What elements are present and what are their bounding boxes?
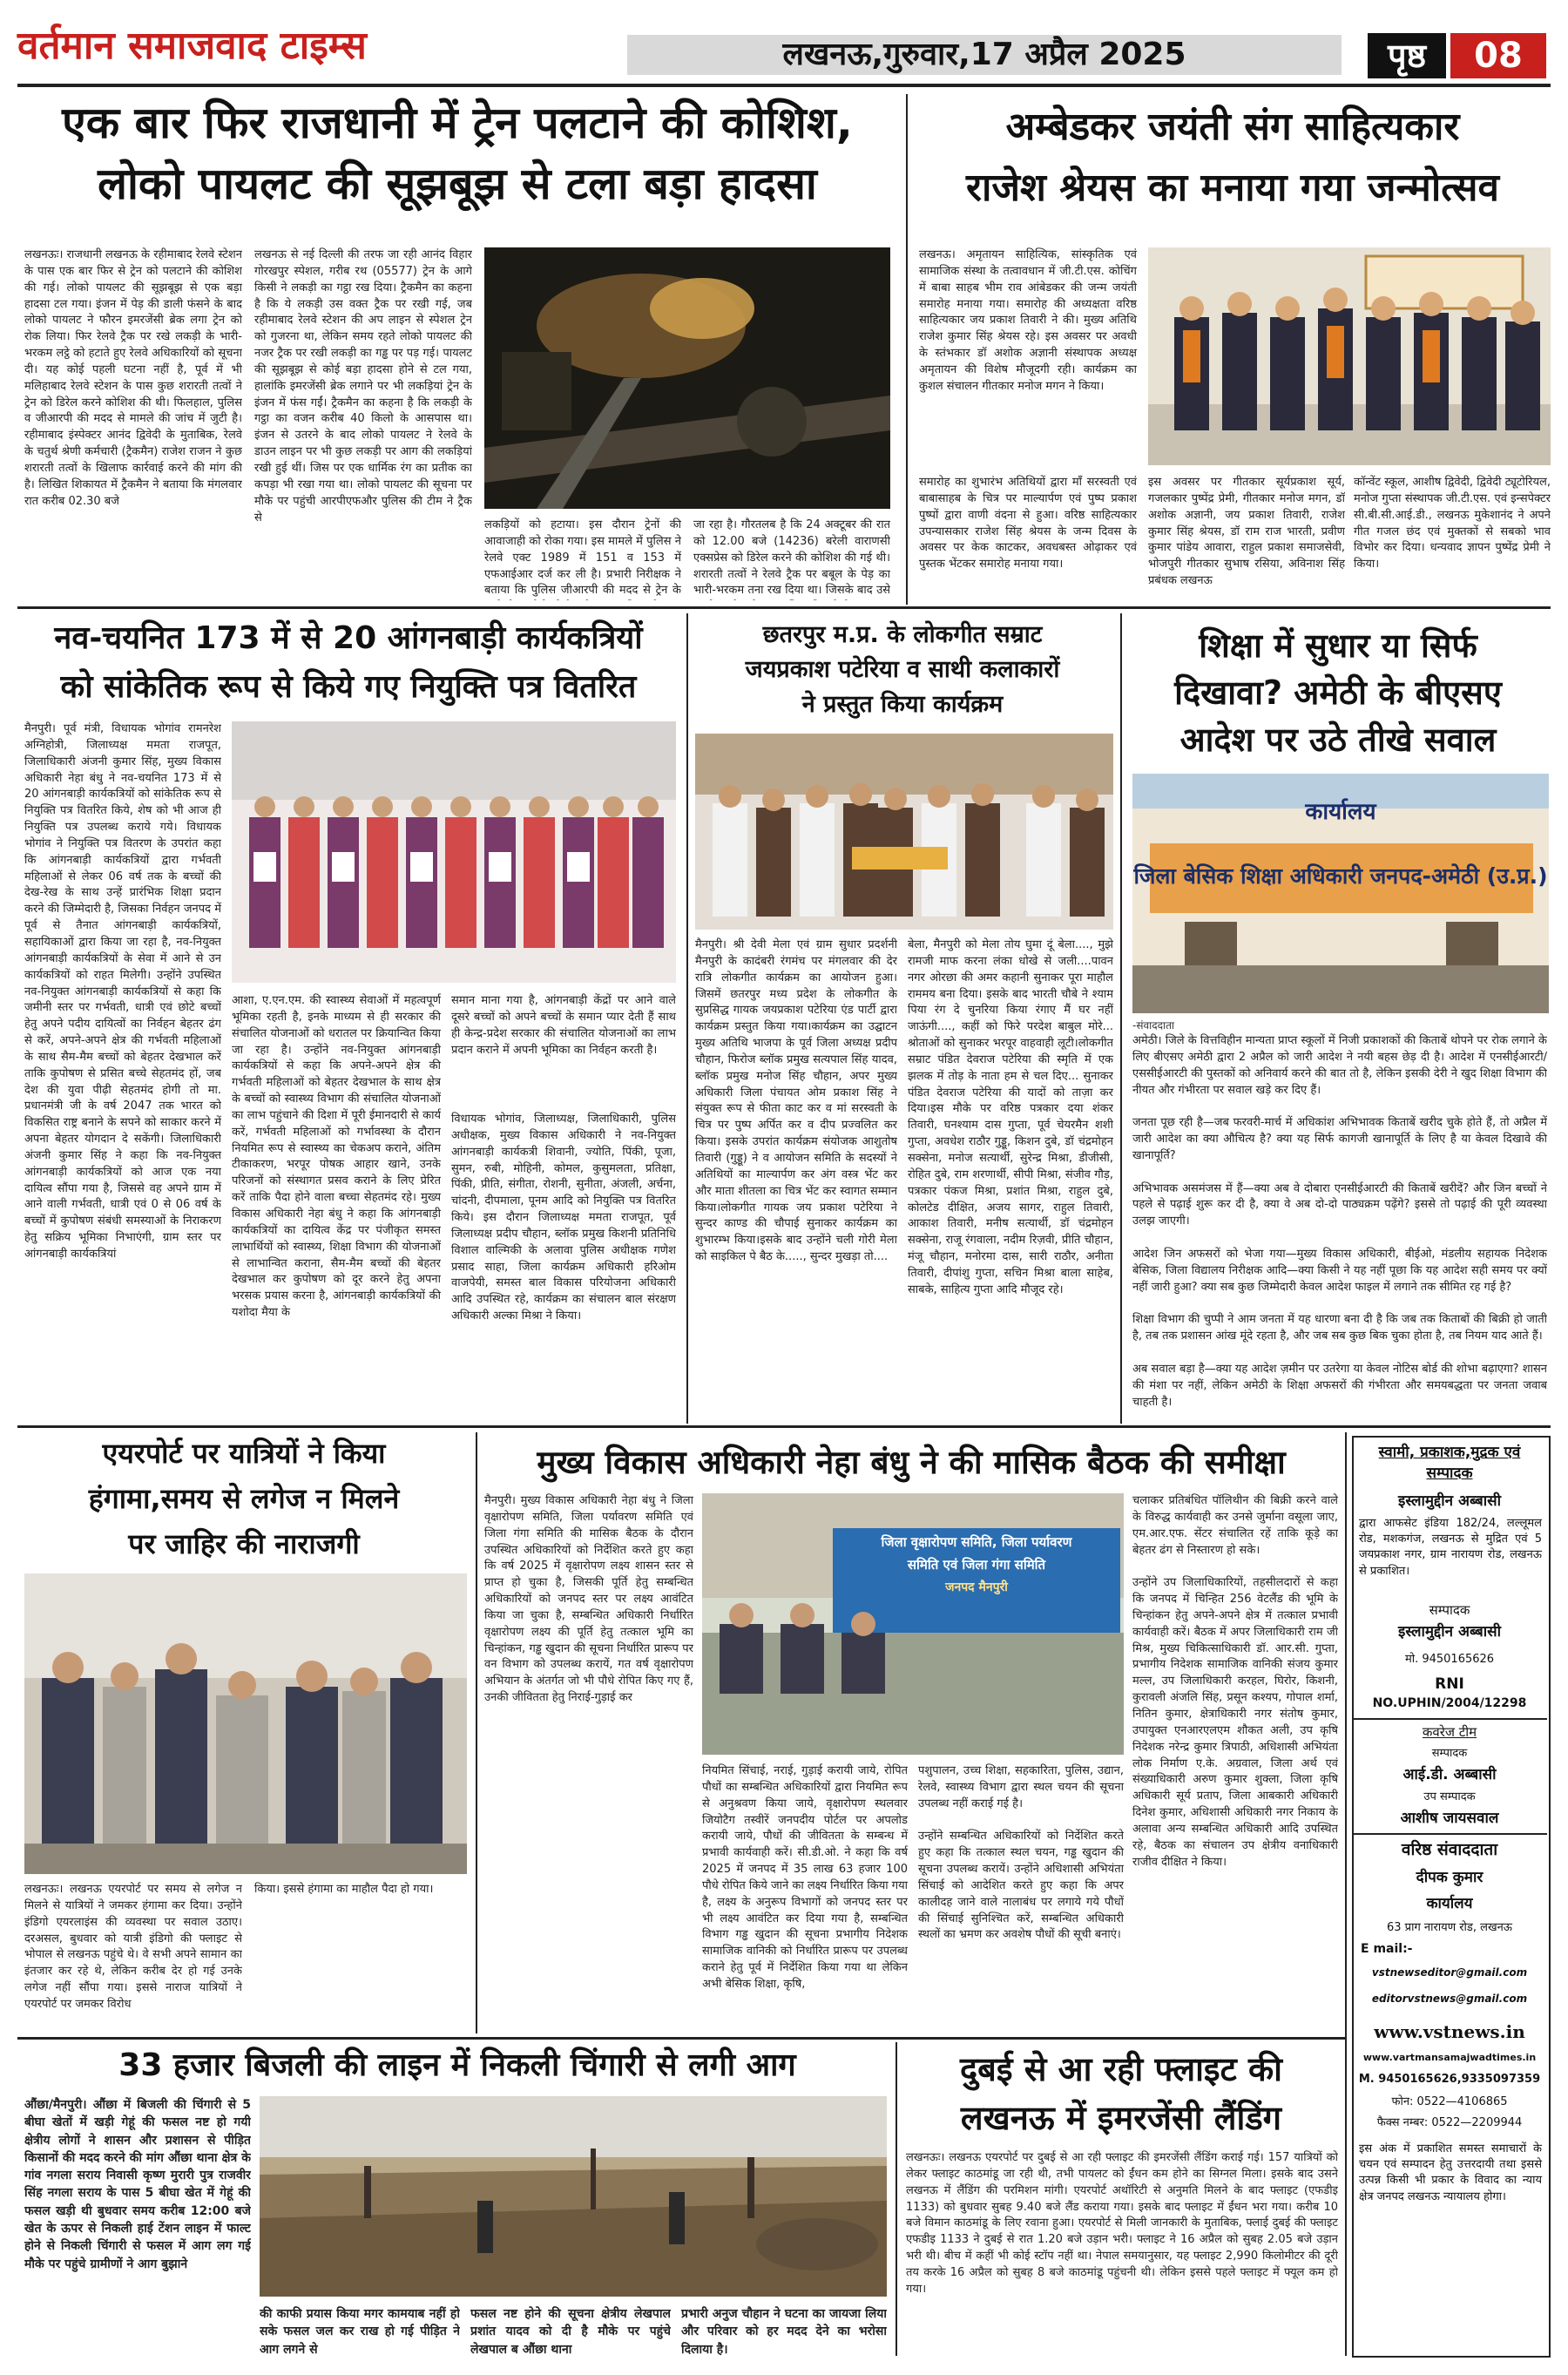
team-2-name: आशीष जायसवाल xyxy=(1400,1810,1499,1827)
anganwadi-body-col1: मैनपुरी। पूर्व मंत्री, विधायक भोगांव रामनरेश अग्निहोत्री, जिलाध्यक्ष ममता राजपूत, जिलाधिकारी अंजनी कुमार सिंह, मुख्य विकास अधिकारी नेहा बंधु ने नव-चयनित 173 में से 20 आंगनबाड़ी कार्यकत्रियों को सांकेतिक रूप से नियुक्ति पत्र वितरित किये, शेष को भी आज ही नियुक्ति पत्र उपलब्ध कराये गये। विधायक भोगांव ने नियुक्ति पत्र वितरण के उपरांत कहा कि आंगनबाड़ी कार्यकत्रियों द्वारा गर्भवती महिलाओं से लेकर 06 वर्ष तक के बच्चों की देख-रेख के साथ उन्हें प्रारंभिक शिक्षा प्रदान करने की जिम्मेदारी है, जिसका निर्वहन जनपद में पूर्व से तैनात आंगनबाड़ी कार्यकत्रियों, सहायिकाओं द्वारा किया जा रहा है, नव-नियुक्त आंगनबाड़ी कार्यकत्रियों के सेवा में आने से उन कार्यकत्रियों को राहत मिलेगी। उन्होंने उपस्थित नव-नियुक्त आंगनबाड़ी कार्यकत्रियों से कहा कि जमीनी स्तर पर गर्भवती, धात्री एवं छोटे बच्चों हेतु अपने पदीय दायित्वों का निर्वहन बेहतर ढंग से करें, अपने-अपने क्षेत्र की गर्भवती महिलाओं के साथ सैम-मैम बच्चों को बेहतर देखभाल करें ताकि कुपोषण से प्रसित बच्चे सेहतमंद हों, जब देश की युवा पीढ़ी सेहतमंद होगी तो मा. प्रधानमंत्री जी के वर्ष 2047 तक भारत को विकसित राष्ट्र बनाने के सपने को साकार करने में अपना बेहतर योगदान दे सकेंगी। जिलाधिकारी अंजनी कुमार सिंह ने कहा कि नव-नियुक्त आंगनबाड़ी कार्यकत्रियों को आज एक नया दायित्व सौंपा गया है, जिससे वह अपने ग्राम में आने वाली गर्भवती, धात्री एवं 0 से 06 वर्ष के बच्चों में कुपोषण संबंधी समस्याओं के निराकरण हेतु सक्रिय भूमिका निभाएंगी, ग्राम स्तर पर आंगनबाड़ी कार्यकत्रियां xyxy=(24,722,221,1261)
office-sign-top: कार्यालय xyxy=(1305,799,1376,825)
imprint-mobile: मो. 9450165626 xyxy=(1404,1653,1495,1666)
amethi-dateline: -संवाददाता xyxy=(1132,1019,1175,1032)
column-divider xyxy=(906,94,908,605)
editor-label: सम्पादक xyxy=(1429,1602,1470,1618)
imprint-address: द्वारा आफसेट इंडिया 182/24, लल्लूमल रोड, मशकगंज, लखनऊ से मुद्रित एवं 5 जयप्रकाश नगर, ग्राम नारायण रोड, लखनऊ से प्रकाशित। xyxy=(1359,1517,1542,1578)
amethi-headline-3: आदेश पर उठे तीखे सवाल xyxy=(1179,721,1497,759)
column-divider xyxy=(1345,1432,1347,2356)
dubai-headline-2: लखनऊ में इमरजेंसी लैंडिंग xyxy=(960,2099,1282,2137)
cdo-meeting-photo xyxy=(702,1493,1124,1755)
airport-headline-3: पर जाहिर की नाराजगी xyxy=(128,1527,360,1560)
office-address: 63 प्राग नारायण रोड, लखनऊ xyxy=(1387,1921,1512,1934)
imprint-divider xyxy=(1352,1833,1547,1835)
page-number: 08 xyxy=(1450,33,1546,78)
newspaper-name: वर्तमान समाजवाद टाइम्स xyxy=(17,24,367,68)
cdo-body-col5: चलाकर प्रतिबंधित पॉलिथीन की बिक्री करने वाले के विरुद्ध कार्यवाही कर उनसे जुर्माना वसूला जाए, एम.आर.एफ. सेंटर संचालित रहें ताकि कूड़े का बेहतर ढंग से निस्तारण हो सके। उन्होंने उप जिलाधिकारियों, तहसीलदारों से कहा कि जनपद में चिन्हित 256 वेटलैंड की भूमि के चिन्हांकन हेतु अपने-अपने क्षेत्र में तत्काल प्रभावी कार्यवाही करें। बैठक में अपर जिलाधिकारी राम जी मिश्र, मुख्य चिकित्साधिकारी डॉ. आर.सी. गुप्ता, प्रभागीय निदेशक सामाजिक वानिकी संजय कुमार मल्ल, उप जिलाधिकारी करहल, घिरोर, किशनी, कुरावली अंजलि सिंह, प्रसून कश्यप, गोपाल शर्मा, नितिन कुमार, क्षेत्राधिकारी नगर संतोष कुमार, उपायुक्त एनआरएलएम शौकत अली, उप कृषि निदेशक नरेन्द्र कुमार त्रिपाठी, अधिशासी अभियंता लोक निर्माण ए.के. अग्रवाल, जिला अर्थ एवं संख्याधिकारी अरुण कुमार शुक्ला, जिला कृषि अधिकारी सूर्य प्रताप, जिला आबकारी अधिकारी दिनेश कुमार, अधिशासी अधिकारी नगर निकाय के अलावा अन्य सम्बन्धित अधिकारी आदि उपस्थित रहे, बैठक का संचालन उप क्षेत्रीय वनाधिकारी राजीव दीक्षित ने किया। xyxy=(1132,1494,1338,1869)
chhatarpur-headline-3: ने प्रस्तुत किया कार्यक्रम xyxy=(801,691,1004,718)
rni-label: RNI xyxy=(1435,1675,1464,1693)
train-body-col4: जा रहा है। गौरतलब है कि 24 अक्टूबर की रात को 12.00 बजे (14236) बरेली वाराणसी एक्सप्रेस को डिरेल करने की कोशिश की गई थी। शरारती तत्वों ने रेलवे ट्रैक पर बबूल के पेड़ का भारी-भरकम तना रख दिया था। जिसके बाद उसे xyxy=(693,518,890,598)
email-2[interactable]: editorvstnews@gmail.com xyxy=(1371,1993,1528,2005)
amethi-headline-2: दिखावा? अमेठी के बीएसए xyxy=(1174,673,1502,712)
train-body-col3: लकड़ियों को हटाया। इस दौरान ट्रेनों की आवाजाही को रोका गया। इस मामले में पुलिस ने रेलवे एक्ट 1989 में 151 व 153 में एफआईआर दर्ज कर ली है। प्रभारी निरीक्षक ने बताया कि पुलिस जीआरपी की मदद से ट्रेन के xyxy=(484,518,681,598)
airport-body-col2: किया। इससे हंगामा का माहौल पैदा हो गया। xyxy=(254,1883,434,1896)
page-label: पृष्ठ xyxy=(1368,33,1446,78)
cdo-body-col1: मैनपुरी। मुख्य विकास अधिकारी नेहा बंधु ने जिला वृक्षारोपण समिति, जिला पर्यावरण समिति एवं जिला गंगा समिति की मासिक बैठक के दौरान उपस्थित अधिकारियों को निर्देशित करते हुए कहा कि वर्ष 2025 में वृक्षारोपण लक्ष्य शासन स्तर से प्राप्त हो चुका है, जिसकी पूर्ति हेतु सम्बन्धित अधिकारियों को जनपद स्तर पर लक्ष्य आवंटित किया जा चुका है, सम्बन्धित अधिकारी निर्धारित वृक्षारोपण लक्ष्य की पूर्ति हेतु तत्काल भूमि का चिन्हांकन, गड्ढ खुदान की सूचना निर्धारित प्रारूप पर वन विभाग को उपलब्ध करायें, गत वर्ष वृक्षारोपण अभियान के अंतर्गत जो भी पौधे रोपित किए गए हैं, उनकी जीवितता हेतु निराई-गुड़ाई कर xyxy=(484,1494,693,1705)
anganwadi-headline-1: नव-चयनित 173 में से 20 आंगनबाड़ी कार्यकत्रियों xyxy=(54,620,643,656)
senior-title: वरिष्ठ संवाददाता xyxy=(1401,1840,1498,1859)
chhatarpur-body-col2: बेला, मैनपुरी को मेला तोय घुमा दूं बेला...., मुझे रामजी माफ करना लंका धोखे से जली....पावन नगर ओरछा की अमर कहानी सुनाकर पूरा माहौल राममय बना दिया। इसके बाद भारती चौबे ने श्याम पिया रंग दे चुनरिया किया रंगाए मैं घर नहीं जाऊंगी...., कहीं को फिरे परदेश बाबुल मोरे... श्रोताओं को सुनाकर भरपूर वाहवाही लूटी।लोकगीत सम्राट पंडित देवराज पटेरिया की स्मृति में एक झलक में तोड़ के नाता हम से चल दिए... सुनाकर पंडित देवराज पटेरिया की यादों को ताज़ा कर दिया।इस मौके पर वरिष्ठ पत्रकार दया शंकर तिवारी, घनश्याम दास गुप्ता, पूर्व चेयरमैन शशी गुप्ता, अवधेश राठौर गुड्डू, किशन दुबे, डॉ चंद्रमोहन सक्सेना, मनोज सत्यार्थी, सुरेन्द्र मिश्रा, डीजीसी, रोहित दुबे, राम शरणार्थी, सीपी मिश्रा, संजीव गौड़, पत्रकार पंकज मिश्रा, प्रशांत मिश्रा, राहुल दुबे, कोलटेड दीक्षित, अजय सागर, राहुल तिवारी, आकाश तिवारी, मनीष सत्यार्थी, डॉ चंद्रमोहन सक्सेना, राजू रंगवाला, नदीम रिज़वी, प्रीति चौहान, मंजू चौहान, मनोरमा दास, सारी राठौर, अनीता तिवारी, दीपांशु गुप्ता, सचिन मिश्रा बाला साहेब, साबके, साहित्य गुप्ता आदि मौजूद रहे। xyxy=(908,938,1113,1296)
airport-headline-2: हंगामा,समय से लगेज न मिलने xyxy=(88,1482,400,1515)
anganwadi-photo xyxy=(232,721,676,983)
train-body-col2: लखनऊ से नई दिल्ली की तरफ जा रही आनंद विहार गोरखपुर स्पेशल, गरीब रथ (05577) ट्रेन के आगे किसी ने लकड़ी का गट्ठा रख दिया। ट्रैकमैन का कहना है कि ये लकड़ी उस वक्त ट्रैक पर रखी गई, जब रहीमाबाद रेलवे स्टेशन की अप लाइन से स्पेशल ट्रेन को गुजरना था, लेकिन समय रहते लोको पायलट की नजर ट्रैक पर रखी लकड़ी का गड्ढ पर पड़ गई। पायलट की सूझबूझ से कोई बड़ा हादसा होने से टल गया, हालांकि इमरजेंसी ब्रेक लगाने पर भी लकड़ियां ट्रेन के इंजन में फंस गईं। ट्रैकमैन का कहना है कि लकड़ी के गट्ठा का वजन करीब 40 किलो के आसपास था। इंजन से उतरने के बाद लोको पायलट ने रेलवे के डाउन लाइन पर भी कुछ लकड़ी पर आग की लकड़ियां रखी हुई थीं। जिस पर एक धार्मिक रंग का प्रतीक का कपड़ा भी रखा गया था। लोको पायलट की सूचना पर मौके पर पहुंची आरपीएफऔर पुलिस की टीम ने ट्रैक से xyxy=(254,248,472,524)
imprint-title: स्वामी, प्रकाशक,मुद्रक एवं सम्पादक xyxy=(1378,1444,1521,1482)
train-headline-1: एक बार फिर राजधानी में ट्रेन पलटाने की कोशिश, xyxy=(62,98,853,148)
airport-body-col1: लखनऊः। लखनऊ एयरपोर्ट पर समय से लगेज न मिलने से यात्रियों ने जमकर हंगामा कर दिया। उन्होंने इंडिगो एयरलाइंस की व्यवस्था पर सवाल उठाए। दरअसल, बुधवार को यात्री इंडिगो की फ्लाइट से भोपाल से लखनऊ पहुंचे थे। वे सभी अपने सामान का इंतजार कर रहे थे, लेकिन करीब देर हो गई उनके लगेज नहीं सौंपा गया। इससे नाराज यात्रियों ने एयरपोर्ट पर जमकर विरोध xyxy=(24,1883,242,2011)
ambedkar-body-col1b: समारोह का शुभारंभ अतिथियों द्वारा माँ सरस्वती एवं बाबासाहब के चित्र पर माल्यार्पण एवं पुष्प प्रकाश पुष्पों द्वारा वाणी वंदना से हुआ। वरिष्ठ साहित्यकार उपन्यासकार राजेश सिंह श्रेयस के जन्म दिवस के अवसर पर केक काटकर, अवधबस्त ओढ़ाकर एवं पुस्तक भेंटकर समारोह मनाया गया। xyxy=(919,476,1137,572)
dateline: लखनऊ,गुरुवार,17 अप्रैल 2025 xyxy=(782,37,1186,72)
column-divider xyxy=(686,613,688,1424)
column-divider xyxy=(1120,613,1122,1424)
ambedkar-headline-2: राजेश श्रेयस का मनाया गया जन्मोत्सव xyxy=(965,166,1500,210)
row-divider xyxy=(17,1425,1551,1428)
airport-headline-1: एयरपोर्ट पर यात्रियों ने किया xyxy=(102,1437,386,1470)
team-1-name: आई.डी. अब्बासी xyxy=(1402,1766,1497,1783)
cdo-body-col3: नियमित सिंचाई, नराई, गुड़ाई करायी जाये, रोपित पौधों का सम्बन्धित अधिकारियों द्वारा नियमित रूप से अनुश्रवण किया जाये, वृक्षारोपण स्थलवार जियोटैग तस्वीरें जनपदीय पोर्टल पर अपलोड करायी जाये, पौधों की जीवितता के सम्बन्ध में प्रभावी कार्यवाही करें। सी.डी.ओ. ने कहा कि वर्ष 2025 में जनपद में 35 लाख 63 हजार 100 पौधे रोपित किये जाने का लक्ष्य निर्धारित किया गया है, लक्ष्य के अनुरूप विभागों को जनपद स्तर पर भी लक्ष्य आवंटित कर दिया गया है, सम्बन्धित विभाग गड्ढ खुदान की सूचना प्रभागीय निदेशक सामाजिक वानिकी को निर्धारित प्रारूप पर उपलब्ध कराने हेतु पूर्व में निर्देशित किया गया था लेकिन अभी बेसिक शिक्षा, कृषि, xyxy=(702,1764,908,1991)
cdo-banner-line-2: समिति एवं जिला गंगा समिति xyxy=(907,1557,1046,1573)
rni-number: NO.UPHIN/2004/12298 xyxy=(1372,1696,1527,1710)
fire-body-col4: प्रभारी अनुज चौहान ने घटना का जायजा लिया और परिवार को हर मदद देने का भरोसा दिलाया है। xyxy=(681,2307,887,2357)
chhatarpur-photo xyxy=(695,734,1113,930)
train-body-col1: लखनऊः। राजधानी लखनऊ के रहीमाबाद रेलवे स्टेशन के पास एक बार फिर से ट्रेन को पलटाने की कोशिश की गई। लोको पायलट की सूझबूझ से एक बड़ा हादसा टल गया। इंजन में पेड़ की डाली फंसने के बाद लोको पायलट ने फौरन इमरजेंसी ब्रेक लगा ट्रेन को रोक लिया। फिर रेलवे ट्रैक पर रखे लकड़ी के भारी-भरकम लट्ठे को हटाते हुए रेलवे अधिकारियों को सूचना दी। यह कोई पहली घटना नहीं है, पूर्व में भी मलिहाबाद रेलवे स्टेशन के पास कुछ शरारती तत्वों ने ट्रेन को डिरेल करने कोशिश की थी। फिलहाल, पुलिस व जीआरपी की मदद से मामले की जांच में जुटी है। रहीमाबाद इंस्पेक्टर आनंद द्विवेदी के मुताबिक, रेलवे के चतुर्थ श्रेणी कर्मचारी (ट्रैकमैन) राजेश राजन ने कुछ शरारती तत्वों के खिलाफ कार्रवाई करने की मांग की है। लिखित शिकायत में ट्रैकमैन ने बताया कि मंगलवार रात करीब 02.30 बजे xyxy=(24,248,242,508)
website-link[interactable]: www.vstnews.in xyxy=(1374,2021,1525,2042)
office-sign-main: जिला बेसिक शिक्षा अधिकारी जनपद-अमेठी (उ.प्र.) xyxy=(1133,863,1548,889)
imprint-divider xyxy=(1352,1718,1547,1720)
editor-name: इस्लामुद्दीन अब्बासी xyxy=(1397,1623,1502,1641)
row-divider xyxy=(17,2037,1345,2040)
ambedkar-photo xyxy=(1148,247,1551,465)
cdo-banner-line-1: जिला वृक्षारोपण समिति, जिला पर्यावरण xyxy=(881,1534,1072,1550)
anganwadi-body-col3b: विधायक भोगांव, जिलाध्यक्ष, जिलाधिकारी, पुलिस अधीक्षक, मुख्य विकास अधिकारी ने नव-नियुक्त आंगनबाड़ी कार्यकत्री शिवानी, ज्योति, पिंकी, पूजा, सुमन, रुबी, मोहिनी, कोमल, कुसुमलता, प्रतिक्षा, पिंकी, प्रीति, संगीता, रोशनी, सुनीता, अंजली, अर्चना, चांदनी, दीपमाला, पूनम आदि को नियुक्ति पत्र वितरित किये। इस दौरान जिलाध्यक्ष ममता राजपूत, पूर्व जिलाध्यक्ष प्रदीप चौहान, ब्लॉक प्रमुख किशनी प्रतिनिधि विशाल वाल्मिकी के अलावा पुलिस अधीक्षक गणेश प्रसाद साहा, जिला कार्यक्रम अधिकारी हरिओम वाजपेयी, समस्त बाल विकास परियोजना अधिकारी आदि उपस्थित रहे, कार्यक्रम का संचालन बाल संरक्षण अधिकारी अल्का मिश्रा ने किया। xyxy=(451,1113,676,1323)
airport-photo xyxy=(24,1573,467,1874)
row-divider xyxy=(17,606,1551,609)
dubai-body: लखनऊः। लखनऊ एयरपोर्ट पर दुबई से आ रही फ्लाइट की इमरजेंसी लैंडिंग कराई गई। 157 यात्रियों को लेकर फ्लाइट काठमांडू जा रही थी, तभी पायलट को ईंधन कम होने का सिग्नल मिला। इसके बाद उसने लखनऊ में लैंडिंग की परमिशन मांगी। एयरपोर्ट अथॉरिटी से अनुमति मिलने के बाद फ्लाइट (एफडीइ 1133) को बुधवार सुबह 9.40 बजे लैंड कराया गया। इसके बाद फ्लाइट में ईंधन भरा गया। करीब 10 बजे विमान काठमांडू के लिए रवाना हुआ। एयरपोर्ट से मिली जानकारी के मुताबिक, फ्लाई दुबई की फ्लाइट एफडीइ 1133 ने दुबई से रात 1.20 बजे उड़ान भरी। फ्लाइट ने 16 अप्रैल को सुबह 2.05 बजे उड़ान भरी थी। बीच में कहीं भी कोई स्टॉप नहीं था। नेपाल समयानुसार, यह फ्लाइट 2,990 किलोमीटर की दूरी तय करके 16 अप्रैल को सुबह 8 बजे काठमांडू पहुंचनी थी। लेकिन इससे पहले फ्लाइट में फ्यूल कम हो गया। xyxy=(906,2151,1338,2296)
column-divider xyxy=(476,1432,477,2033)
anganwadi-headline-2: को सांकेतिक रूप से किये गए नियुक्ति पत्र वितरित xyxy=(60,669,637,705)
fire-body-col2: की काफी प्रयास किया मगर कामयाब नहीं हो सके फसल जल कर राख हो गई पीड़ित ने आग लगने से xyxy=(260,2307,460,2357)
anganwadi-body-col3: समान माना गया है, आंगनबाड़ी केंद्रों पर आने वाले दूसरे बच्चों को अपने बच्चों के समान प्यार देती हैं साथ ही केन्द्र-प्रदेश सरकार की संचालित योजनाओं का लाभ प्रदान कराने में अपनी भूमिका का निर्वहन करती है। xyxy=(451,994,676,1057)
anganwadi-body-col2: आशा, ए.एन.एम. की स्वास्थ्य सेवाओं में महत्वपूर्ण भूमिका रहती है, इनके माध्यम से ही सरकार की संचालित योजनाओं को धरातल पर क्रियान्वित किया जा रहा है। उन्होंने नव-नियुक्त आंगनबाड़ी कार्यकत्रियों से कहा कि अपने-अपने क्षेत्र की गर्भवती महिलाओं को बेहतर देखभाल के साथ क्षेत्र के बच्चों को स्वास्थ्य विभाग की संचालित योजनाओं का लाभ पहुंचाने की दिशा में पूरी ईमानदारी से कार्य करें, गर्भवती महिलाओं को गर्भावस्था के दौरान नियमित रूप से स्वास्थ्य का चेकअप कराने, अंतिम टीकाकरण, भरपूर पोषक आहार खाने, उनके परिजनों को संस्थागत प्रसव कराने के लिए प्रेरित करें ताकि पैदा होने वाला बच्चा सेहतमंद रहे। मुख्य विकास अधिकारी नेहा बंधु ने कहा कि आंगनबाड़ी कार्यकत्रियों का दायित्व केंद्र पर पंजीकृत समस्त लाभार्थियों को स्वास्थ्य, शिक्षा विभाग की योजनाओं से लाभान्वित कराना, सैम-मैम बच्चों की बेहतर देखभाल कर कुपोषण को दूर करने हेतु अपना भरसक प्रयास करना है, आंगनबाड़ी कार्यकत्रियों की यशोदा मैया के xyxy=(232,994,441,1320)
chhatarpur-body-col1: मैनपुरी। श्री देवी मेला एवं ग्राम सुधार प्रदर्शनी मैनपुरी के कादंबरी रंगमंच पर मंगलवार की देर रात्रि लोकगीत कार्यक्रम का आयोजन हुआ। जिसमें छतरपुर मध्य प्रदेश के लोकगीत के सुप्रसिद्ध गायक जयप्रकाश पटेरिया एंड पार्टी द्वारा कार्यक्रम प्रस्तुत किया गया।कार्यक्रम का उद्घाटन मुख्य अतिथि भाजपा के पूर्व जिला अध्यक्ष प्रदीप चौहान, फिरोज ब्लॉक प्रमुख सत्यपाल सिंह यादव, ब्लॉक प्रमुख मनोज सिंह चौहान, अपर मुख्य अधिकारी जिला पंचायत ओम प्रकाश सिंह ने संयुक्त रूप से फीता काट कर व मां सरस्वती के चित्र पर पुष्प अर्पित कर व दीप प्रज्वलित कर किया। इसके उपरांत कार्यक्रम संयोजक आशुतोष तिवारी (गुड्डू) ने व आयोजन समिति के सदस्यों ने अतिथियों का माल्यार्पण कर अंग वस्त्र भेंट कर और माता शीतला का चित्र भेंट कर स्वागत सम्मान किया।लोकगीत गायक जय प्रकाश पटेरिया ने सुन्दर काण्ड की चौपाई सुनाकर कार्यक्रम का शुभारम्भ किया।इसके बाद उन्होंने चली गोरी मेला को साइकिल पे बैठ के....., सुन्दर मुखड़ा तो.... xyxy=(695,938,897,1264)
amethi-headline-1: शिक्षा में सुधार या सिर्फ xyxy=(1199,626,1477,665)
imprint-name: इस्लामुद्दीन अब्बासी xyxy=(1397,1492,1502,1510)
column-divider xyxy=(896,2042,897,2356)
team-2-role: उप सम्पादक xyxy=(1423,1790,1476,1803)
fire-body-col3: फसल नष्ट होने की सूचना क्षेत्रीय लेखपाल प्रशांत यादव को दी है मौके पर पहुंचे लेखपाल ब औंछा थाना xyxy=(470,2307,671,2357)
chhatarpur-headline-2: जयप्रकाश पटेरिया व साथी कलाकारों xyxy=(745,656,1060,683)
email-label: E mail:- xyxy=(1361,1942,1413,1956)
cdo-headline: मुख्य विकास अधिकारी नेहा बंधु ने की मासिक बैठक की समीक्षा xyxy=(537,1444,1286,1481)
cdo-banner-line-3: जनपद मैनपुरी xyxy=(945,1580,1008,1594)
train-headline-2: लोको पायलट की सूझबूझ से टला बड़ा हादसा xyxy=(98,159,817,209)
fire-body-col1: औंछा/मैनपुरी। औंछा में बिजली की चिंगारी से 5 बीघा खेतों में खड़ी गेहूं की फसल नष्ट हो गयी क्षेत्रीय लोगों ने शासन और प्रशासन से पीड़ित किसानों की मदद करने की मांग औंछा थाना क्षेत्र के गांव नगला सराय निवासी कृष्ण मुरारी पुत्र राजवीर सिंह नगला सराय के पास 5 बीघा खेत में गेहूं की फसल खड़ी थी बुधवार समय करीब 12:00 बजे खेत के ऊपर से निकली हाई टेंशन लाइन में फाल्ट होने से निकली चिंगारी से फसल में आग लग गई मौके पर पहुंचे ग्रामीणों ने आग बुझाने xyxy=(24,2098,251,2271)
email-1[interactable]: vstnewseditor@gmail.com xyxy=(1371,1966,1528,1979)
dubai-headline-1: दुबई से आ रही फ्लाइट की xyxy=(959,2050,1283,2088)
phone-numbers: M. 9450165626,9335097359 xyxy=(1358,2073,1541,2086)
team-1-role: सम्पादक xyxy=(1431,1747,1468,1760)
senior-name: दीपक कुमार xyxy=(1416,1869,1484,1886)
website-link-2[interactable]: www.vartmansamajwadtimes.in xyxy=(1362,2052,1537,2063)
chhatarpur-headline-1: छतरपुर म.प्र. के लोकगीत सम्राट xyxy=(762,621,1043,648)
train-photo xyxy=(484,247,890,509)
office-title: कार्यालय xyxy=(1426,1895,1473,1912)
ambedkar-headline-1: अम्बेडकर जयंती संग साहित्यकार xyxy=(1005,105,1460,149)
amethi-body: अमेठी। जिले के वित्तविहीन मान्यता प्राप्त स्कूलों में निजी प्रकाशकों की किताबें थोपने पर रोक लगाने के लिए बीएसए अमेठी द्वारा 2 अप्रैल को जारी आदेश ने नयी बहस छेड़ दी है। आदेश में एनसीईआरटी/एससीईआरटी की पुस्तकों को अनिवार्य करने की बात तो है, लेकिन इसकी देरी ने खुद शिक्षा विभाग की नीयत और गंभीरता पर सवाल खड़े कर दिए हैं। जनता पूछ रही है—जब फरवरी-मार्च में अधिकांश अभिभावक किताबें खरीद चुके होते हैं, तो अप्रैल में जारी आदेश का क्या औचित्य है? क्या यह सिर्फ कागजी खानापूर्ति के लिए है या केवल दिखावे की खानापूर्ति? अभिभावक असमंजस में हैं—क्या अब वे दोबारा एनसीईआरटी की किताबें खरीदें? और जिन बच्चों ने पहले से पढ़ाई शुरू कर दी है, क्या वे अब दो-दो पाठ्यक्रम पढ़ेंगे? इससे तो पढ़ाई की पूरी व्यवस्था उलझ जाएगी। आदेश जिन अफसरों को भेजा गया—मुख्य विकास अधिकारी, बीईओ, मंडलीय सहायक निदेशक बेसिक, जिला विद्यालय निरीक्षक आदि—क्या किसी ने यह नहीं पूछा कि यह आदेश सही समय पर क्यों नहीं जारी हुआ? क्या सब कुछ जिम्मेदारी केवल आदेश फाइल में लगाने तक सीमित रह गई है? शिक्षा विभाग की चुप्पी ने आम जनता में यह धारणा बना दी है कि जब तक किताबों की बिक्री हो जाती है, तब तक प्रशासन आंख मूंदे रहता है, और जब सब कुछ बिक चुका होता है, तब नियम याद आते हैं। अब सवाल बड़ा है—क्या यह आदेश ज़मीन पर उतरेगा या केवल नोटिस बोर्ड की शोभा बढ़ाएगा? शासन की मंशा पर नहीं, लेकिन अमेठी के शिक्षा अफसरों की गंभीरता और समयबद्धता पर जनता जवाब चाहती है। xyxy=(1132,1034,1547,1409)
fax-number: फैक्स नम्बर: 0522—2209944 xyxy=(1376,2116,1523,2129)
masthead-rule xyxy=(17,84,1551,87)
phone-2: फोन: 0522—4106865 xyxy=(1391,2095,1508,2108)
ambedkar-body-col3: कॉन्वेंट स्कूल, आशीष द्विवेदी, द्विवेदी ट्यूटोरियल, मनोज गुप्ता संस्थापक जी.टी.एस. एवं इन्सपेक्टर सी.बी.सी.आई.डी., लखनऊ मुकेशानंद ने अपने गीत गजल छंद एवं मुक्तकों से सबको भाव विभोर कर दिया। धन्यवाद ज्ञापन पुष्पेंद्र प्रेमी ने किया। xyxy=(1354,476,1551,572)
fire-headline: 33 हजार बिजली की लाइन में निकली चिंगारी से लगी आग xyxy=(118,2047,796,2083)
fire-photo xyxy=(260,2096,887,2297)
ambedkar-body-col1: लखनऊ। अमृतायन साहित्यिक, सांस्कृतिक एवं सामाजिक संस्था के तत्वावधान में जी.टी.एस. कोचिंग में बाबा साहब भीम राव आंबेडकर की जन्म जयंती समारोह मनाया गया। समारोह की अध्यक्षता वरिष्ठ साहित्यकार जय प्रकाश तिवारी ने की। मुख्य अतिथि राजेश कुमार सिंह श्रेयस रहे। इस अवसर पर अवधी के स्तंभकार डॉ अशोक अज्ञानी संस्थापक अध्यक्ष अमृतायन की विशेष मौजूदगी रही। कार्यक्रम का कुशल संचालन गीतकार मनोज मगन ने किया। xyxy=(919,248,1137,393)
cdo-body-col4: पशुपालन, उच्च शिक्षा, सहकारिता, पुलिस, उद्यान, रेलवे, स्वास्थ्य विभाग द्वारा स्थल चयन की सूचना उपलब्ध नहीं कराई गई है। उन्होंने सम्बन्धित अधिकारियों को निर्देशित करते हुए कहा कि तत्काल स्थल चयन, गड्ढ खुदान की सूचना उपलब्ध करायें। उन्होंने अधिशासी अभियंता सिंचाई को आदेशित करते हुए कहा कि अपर कालीदह जाने वाले नालाबंध पर लगाये गये पौधों की सिंचाई सुनिश्चित करें, सम्बन्धित अधिकारी स्थलों का भ्रमण कर अवशेष पौधों की सूची बनाएं। xyxy=(918,1764,1124,1942)
team-title: कवरेज टीम xyxy=(1422,1724,1477,1740)
ambedkar-body-col2: इस अवसर पर गीतकार सूर्यप्रकाश सूर्य, गजलकार पुष्पेंद्र प्रेमी, गीतकार मनोज मगन, डॉ अशोक अज्ञानी, जय प्रकाश तिवारी, राजेश कुमार सिंह श्रेयस, डॉ राम राज भारती, प्रवीण कुमार पांडेय आवारा, राहुल प्रकाश समाजसेवी, भोजपुरी गीतकार सुभाष रसिया, अविनाश सिंह प्रबंधक लखनऊ xyxy=(1148,476,1345,588)
jurisdiction-disclaimer: इस अंक में प्रकाशित समस्त समाचारों के चयन एवं सम्पादन हेतु उत्तरदायी तथा इससे उत्पन्न किसी भी प्रकार के विवाद का न्याय क्षेत्र जनपद लखनऊ न्यायालय होगा। xyxy=(1359,2142,1542,2203)
